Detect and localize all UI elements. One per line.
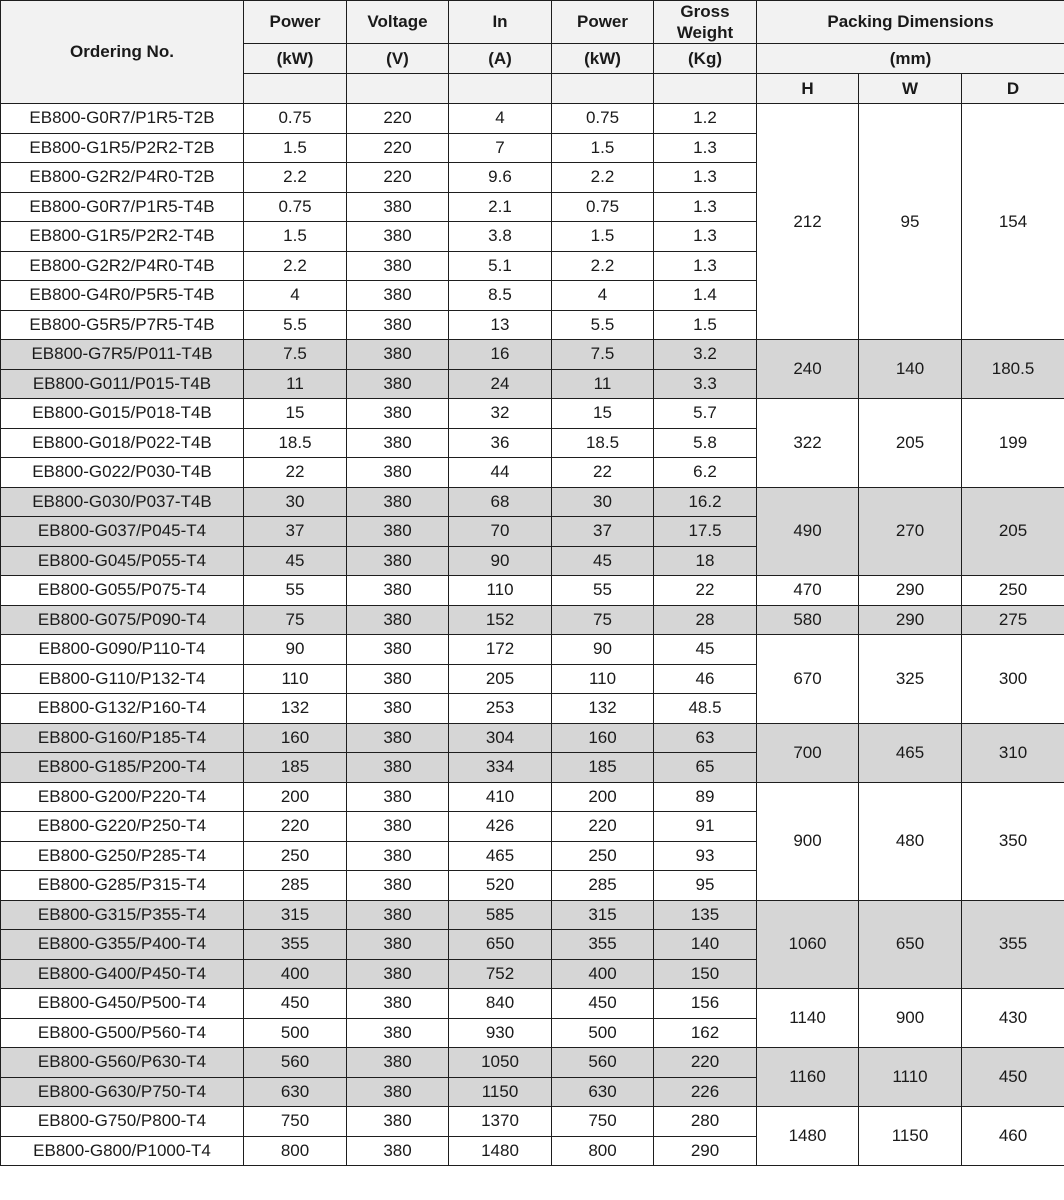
power-header: Power (244, 1, 347, 44)
voltage-cell: 380 (347, 399, 449, 429)
power-cell-2: 0.75 (552, 104, 654, 134)
voltage-unit: (V) (347, 44, 449, 74)
table-row (1, 340, 1064, 370)
ordering-no-cell: EB800-G200/P220-T4 (1, 782, 244, 812)
table-row (1, 782, 1064, 812)
current-cell: 840 (449, 989, 552, 1019)
power-cell: 7.5 (244, 340, 347, 370)
power-cell-2: 1.5 (552, 222, 654, 252)
ordering-no-cell: EB800-G075/P090-T4 (1, 605, 244, 635)
power-cell-2: 75 (552, 605, 654, 635)
ordering-no-cell: EB800-G185/P200-T4 (1, 753, 244, 783)
dim-h-cell: 212 (757, 104, 859, 340)
current-cell: 752 (449, 959, 552, 989)
voltage-cell: 380 (347, 487, 449, 517)
power-cell-2: 800 (552, 1136, 654, 1166)
power-cell: 4 (244, 281, 347, 311)
ordering-no-cell: EB800-G355/P400-T4 (1, 930, 244, 960)
power-cell-2: 45 (552, 546, 654, 576)
gross-weight-cell: 5.8 (654, 428, 757, 458)
dim-d-cell: 180.5 (962, 340, 1064, 399)
dim-d-cell: 154 (962, 104, 1064, 340)
table-body (1, 104, 1064, 1166)
power-cell-2: 5.5 (552, 310, 654, 340)
voltage-cell: 380 (347, 192, 449, 222)
power-cell-2: 4 (552, 281, 654, 311)
current-cell: 1050 (449, 1048, 552, 1078)
gross-weight-cell: 22 (654, 576, 757, 606)
ordering-no-cell: EB800-G022/P030-T4B (1, 458, 244, 488)
voltage-cell: 220 (347, 163, 449, 193)
gross-weight-cell: 46 (654, 664, 757, 694)
table-row (1, 605, 1064, 635)
gross-weight-cell: 17.5 (654, 517, 757, 547)
ordering-no-cell: EB800-G037/P045-T4 (1, 517, 244, 547)
ordering-no-cell: EB800-G030/P037-T4B (1, 487, 244, 517)
voltage-cell: 380 (347, 664, 449, 694)
power-cell: 560 (244, 1048, 347, 1078)
gross-weight-cell: 6.2 (654, 458, 757, 488)
dim-d-cell: 275 (962, 605, 1064, 635)
dim-w-cell: 290 (859, 576, 962, 606)
voltage-header: Voltage (347, 1, 449, 44)
current-cell: 32 (449, 399, 552, 429)
gross-weight-cell: 65 (654, 753, 757, 783)
gross-weight-cell: 135 (654, 900, 757, 930)
ordering-no-cell: EB800-G015/P018-T4B (1, 399, 244, 429)
voltage-cell: 380 (347, 222, 449, 252)
ordering-no-cell: EB800-G018/P022-T4B (1, 428, 244, 458)
gross-weight-cell: 95 (654, 871, 757, 901)
current-cell: 930 (449, 1018, 552, 1048)
voltage-cell: 380 (347, 900, 449, 930)
power-cell-2: 2.2 (552, 163, 654, 193)
current-cell: 410 (449, 782, 552, 812)
dim-w-cell: 325 (859, 635, 962, 724)
power-cell-2: 11 (552, 369, 654, 399)
ordering-no-cell: EB800-G0R7/P1R5-T4B (1, 192, 244, 222)
packing-unit: (mm) (757, 44, 1064, 74)
power-cell: 750 (244, 1107, 347, 1137)
ordering-no-cell: EB800-G160/P185-T4 (1, 723, 244, 753)
table-row (1, 576, 1064, 606)
power-cell-2: 450 (552, 989, 654, 1019)
dim-d-cell: 450 (962, 1048, 1064, 1107)
power-cell: 18.5 (244, 428, 347, 458)
voltage-cell: 380 (347, 281, 449, 311)
power-cell: 0.75 (244, 192, 347, 222)
power-cell: 220 (244, 812, 347, 842)
power-cell: 45 (244, 546, 347, 576)
voltage-cell: 380 (347, 251, 449, 281)
ordering-no-cell: EB800-G132/P160-T4 (1, 694, 244, 724)
current-cell: 465 (449, 841, 552, 871)
power-cell-2: 500 (552, 1018, 654, 1048)
ordering-no-cell: EB800-G400/P450-T4 (1, 959, 244, 989)
ordering-no-cell: EB800-G0R7/P1R5-T2B (1, 104, 244, 134)
dim-w-cell: 465 (859, 723, 962, 782)
power-cell: 37 (244, 517, 347, 547)
power-cell: 5.5 (244, 310, 347, 340)
power-cell-2: 22 (552, 458, 654, 488)
header-row-names (1, 1, 1064, 44)
table-row (1, 635, 1064, 665)
ordering-no-cell: EB800-G011/P015-T4B (1, 369, 244, 399)
voltage-cell: 380 (347, 841, 449, 871)
current-cell: 90 (449, 546, 552, 576)
voltage-cell: 380 (347, 1048, 449, 1078)
power-cell: 30 (244, 487, 347, 517)
gross-weight-cell: 3.3 (654, 369, 757, 399)
power-cell-2: 285 (552, 871, 654, 901)
gross-weight-cell: 220 (654, 1048, 757, 1078)
power-cell: 160 (244, 723, 347, 753)
power-cell-2: 160 (552, 723, 654, 753)
table-row (1, 487, 1064, 517)
dim-d-cell: 310 (962, 723, 1064, 782)
current-cell: 426 (449, 812, 552, 842)
current-cell: 9.6 (449, 163, 552, 193)
voltage-cell: 380 (347, 930, 449, 960)
ordering-no-cell: EB800-G4R0/P5R5-T4B (1, 281, 244, 311)
voltage-cell: 380 (347, 723, 449, 753)
ordering-no-cell: EB800-G055/P075-T4 (1, 576, 244, 606)
gross-weight-cell: 93 (654, 841, 757, 871)
power-cell-2: 90 (552, 635, 654, 665)
ordering-no-cell: EB800-G7R5/P011-T4B (1, 340, 244, 370)
voltage-cell: 380 (347, 871, 449, 901)
current-cell: 36 (449, 428, 552, 458)
gross-weight-cell: 140 (654, 930, 757, 960)
dim-w-header: W (859, 74, 962, 104)
voltage-cell: 220 (347, 104, 449, 134)
current-cell: 304 (449, 723, 552, 753)
table-row (1, 989, 1064, 1019)
current-cell: 24 (449, 369, 552, 399)
power-cell: 1.5 (244, 222, 347, 252)
dim-h-cell: 490 (757, 487, 859, 576)
gross-weight-cell: 1.3 (654, 163, 757, 193)
voltage-cell: 380 (347, 1136, 449, 1166)
power-cell: 90 (244, 635, 347, 665)
gross-weight-cell: 16.2 (654, 487, 757, 517)
dim-d-cell: 205 (962, 487, 1064, 576)
blank-header-cell (449, 74, 552, 104)
current-cell: 172 (449, 635, 552, 665)
table-row (1, 723, 1064, 753)
current-cell: 1480 (449, 1136, 552, 1166)
dim-w-cell: 95 (859, 104, 962, 340)
power-cell: 0.75 (244, 104, 347, 134)
power-cell: 132 (244, 694, 347, 724)
ordering-no-cell: EB800-G045/P055-T4 (1, 546, 244, 576)
gross-weight-cell: 162 (654, 1018, 757, 1048)
dim-h-cell: 1140 (757, 989, 859, 1048)
voltage-cell: 380 (347, 1077, 449, 1107)
dim-w-cell: 1150 (859, 1107, 962, 1166)
dim-h-cell: 580 (757, 605, 859, 635)
power-cell: 185 (244, 753, 347, 783)
gross-weight-cell: 280 (654, 1107, 757, 1137)
power-cell: 1.5 (244, 133, 347, 163)
gross-weight-cell: 5.7 (654, 399, 757, 429)
voltage-cell: 380 (347, 812, 449, 842)
current-cell: 13 (449, 310, 552, 340)
ordering-no-cell: EB800-G1R5/P2R2-T4B (1, 222, 244, 252)
table-row (1, 1048, 1064, 1078)
power-cell-2: 132 (552, 694, 654, 724)
voltage-cell: 380 (347, 369, 449, 399)
table-row (1, 104, 1064, 134)
current-cell: 152 (449, 605, 552, 635)
ordering-no-cell: EB800-G090/P110-T4 (1, 635, 244, 665)
power-cell-2: 1.5 (552, 133, 654, 163)
current-cell: 3.8 (449, 222, 552, 252)
power-cell: 800 (244, 1136, 347, 1166)
voltage-cell: 220 (347, 133, 449, 163)
ordering-no-cell: EB800-G5R5/P7R5-T4B (1, 310, 244, 340)
current-cell: 2.1 (449, 192, 552, 222)
gross-weight-cell: 150 (654, 959, 757, 989)
power-cell: 2.2 (244, 163, 347, 193)
voltage-cell: 380 (347, 546, 449, 576)
dim-h-cell: 1480 (757, 1107, 859, 1166)
dim-w-cell: 480 (859, 782, 962, 900)
ordering-no-cell: EB800-G220/P250-T4 (1, 812, 244, 842)
gross-weight-cell: 1.3 (654, 251, 757, 281)
power-cell-2: 7.5 (552, 340, 654, 370)
current-cell: 520 (449, 871, 552, 901)
gross-weight-cell: 48.5 (654, 694, 757, 724)
current-cell: 44 (449, 458, 552, 488)
blank-header-cell (244, 74, 347, 104)
dim-d-cell: 250 (962, 576, 1064, 606)
power-cell-2: 0.75 (552, 192, 654, 222)
power-cell-2: 315 (552, 900, 654, 930)
gross-weight-cell: 1.4 (654, 281, 757, 311)
current-cell: 8.5 (449, 281, 552, 311)
current-cell: 650 (449, 930, 552, 960)
voltage-cell: 380 (347, 428, 449, 458)
voltage-cell: 380 (347, 1018, 449, 1048)
power-cell-2: 55 (552, 576, 654, 606)
power-cell: 400 (244, 959, 347, 989)
dim-w-cell: 900 (859, 989, 962, 1048)
gross-weight-cell: 290 (654, 1136, 757, 1166)
dim-d-header: D (962, 74, 1064, 104)
dim-h-cell: 900 (757, 782, 859, 900)
blank-header-cell (654, 74, 757, 104)
power-unit-2: (kW) (552, 44, 654, 74)
power-cell: 55 (244, 576, 347, 606)
power-cell: 355 (244, 930, 347, 960)
power-cell-2: 560 (552, 1048, 654, 1078)
voltage-cell: 380 (347, 989, 449, 1019)
table-row (1, 399, 1064, 429)
ordering-no-cell: EB800-G630/P750-T4 (1, 1077, 244, 1107)
ordering-no-cell: EB800-G560/P630-T4 (1, 1048, 244, 1078)
table-row (1, 1107, 1064, 1137)
power-cell-2: 355 (552, 930, 654, 960)
current-cell: 1370 (449, 1107, 552, 1137)
gross-weight-cell: 45 (654, 635, 757, 665)
gross-weight-cell: 226 (654, 1077, 757, 1107)
gross-weight-cell: 1.2 (654, 104, 757, 134)
voltage-cell: 380 (347, 310, 449, 340)
dim-h-cell: 240 (757, 340, 859, 399)
gross-weight-cell: 156 (654, 989, 757, 1019)
power-cell-2: 630 (552, 1077, 654, 1107)
dim-h-cell: 1160 (757, 1048, 859, 1107)
voltage-cell: 380 (347, 517, 449, 547)
power-unit: (kW) (244, 44, 347, 74)
power-cell: 200 (244, 782, 347, 812)
ordering-no-cell: EB800-G1R5/P2R2-T2B (1, 133, 244, 163)
power-cell-2: 185 (552, 753, 654, 783)
power-cell-2: 2.2 (552, 251, 654, 281)
voltage-cell: 380 (347, 635, 449, 665)
power-cell: 500 (244, 1018, 347, 1048)
power-cell: 630 (244, 1077, 347, 1107)
power-cell: 110 (244, 664, 347, 694)
table-header (1, 1, 1064, 104)
power-cell-2: 750 (552, 1107, 654, 1137)
dim-d-cell: 430 (962, 989, 1064, 1048)
power-cell: 15 (244, 399, 347, 429)
dim-w-cell: 140 (859, 340, 962, 399)
ordering-no-cell: EB800-G285/P315-T4 (1, 871, 244, 901)
current-cell: 4 (449, 104, 552, 134)
ordering-no-cell: EB800-G315/P355-T4 (1, 900, 244, 930)
current-cell: 110 (449, 576, 552, 606)
ordering-no-cell: EB800-G2R2/P4R0-T4B (1, 251, 244, 281)
power-cell-2: 18.5 (552, 428, 654, 458)
voltage-cell: 380 (347, 576, 449, 606)
power-cell-2: 220 (552, 812, 654, 842)
dim-w-cell: 205 (859, 399, 962, 488)
power-cell-2: 400 (552, 959, 654, 989)
dim-d-cell: 199 (962, 399, 1064, 488)
power-header-2: Power (552, 1, 654, 44)
gross-weight-cell: 91 (654, 812, 757, 842)
current-cell: 7 (449, 133, 552, 163)
power-cell: 450 (244, 989, 347, 1019)
dim-w-cell: 290 (859, 605, 962, 635)
dim-d-cell: 300 (962, 635, 1064, 724)
gross-weight-cell: 63 (654, 723, 757, 753)
dim-d-cell: 350 (962, 782, 1064, 900)
current-cell: 5.1 (449, 251, 552, 281)
gross-weight-cell: 28 (654, 605, 757, 635)
ordering-no-cell: EB800-G250/P285-T4 (1, 841, 244, 871)
voltage-cell: 380 (347, 1107, 449, 1137)
dim-w-cell: 650 (859, 900, 962, 989)
gross-weight-header: Gross Weight (654, 1, 757, 44)
dim-w-cell: 1110 (859, 1048, 962, 1107)
current-cell: 205 (449, 664, 552, 694)
current-cell: 334 (449, 753, 552, 783)
power-cell: 315 (244, 900, 347, 930)
voltage-cell: 380 (347, 340, 449, 370)
power-cell-2: 37 (552, 517, 654, 547)
power-cell: 250 (244, 841, 347, 871)
gross-weight-cell: 1.3 (654, 133, 757, 163)
dim-h-cell: 322 (757, 399, 859, 488)
dim-h-cell: 470 (757, 576, 859, 606)
ordering-no-header: Ordering No. (1, 1, 244, 104)
blank-header-cell (552, 74, 654, 104)
voltage-cell: 380 (347, 605, 449, 635)
power-cell-2: 15 (552, 399, 654, 429)
current-unit: (A) (449, 44, 552, 74)
current-cell: 16 (449, 340, 552, 370)
power-cell: 75 (244, 605, 347, 635)
dim-h-cell: 1060 (757, 900, 859, 989)
gross-weight-cell: 1.5 (654, 310, 757, 340)
gross-weight-cell: 3.2 (654, 340, 757, 370)
ordering-no-cell: EB800-G500/P560-T4 (1, 1018, 244, 1048)
voltage-cell: 380 (347, 753, 449, 783)
blank-header-cell (347, 74, 449, 104)
ordering-no-cell: EB800-G450/P500-T4 (1, 989, 244, 1019)
dim-h-cell: 670 (757, 635, 859, 724)
current-cell: 1150 (449, 1077, 552, 1107)
power-cell-2: 200 (552, 782, 654, 812)
gross-weight-cell: 18 (654, 546, 757, 576)
table-row (1, 900, 1064, 930)
dim-h-cell: 700 (757, 723, 859, 782)
gross-weight-cell: 1.3 (654, 192, 757, 222)
dim-h-header: H (757, 74, 859, 104)
gross-weight-cell: 1.3 (654, 222, 757, 252)
power-cell: 22 (244, 458, 347, 488)
dim-d-cell: 460 (962, 1107, 1064, 1166)
gross-weight-unit: (Kg) (654, 44, 757, 74)
gross-weight-cell: 89 (654, 782, 757, 812)
current-cell: 70 (449, 517, 552, 547)
power-cell: 2.2 (244, 251, 347, 281)
voltage-cell: 380 (347, 694, 449, 724)
power-cell-2: 30 (552, 487, 654, 517)
voltage-cell: 380 (347, 458, 449, 488)
power-cell: 11 (244, 369, 347, 399)
voltage-cell: 380 (347, 782, 449, 812)
current-cell: 585 (449, 900, 552, 930)
dim-w-cell: 270 (859, 487, 962, 576)
current-cell: 253 (449, 694, 552, 724)
voltage-cell: 380 (347, 959, 449, 989)
ordering-no-cell: EB800-G750/P800-T4 (1, 1107, 244, 1137)
current-header: In (449, 1, 552, 44)
current-cell: 68 (449, 487, 552, 517)
ordering-no-cell: EB800-G800/P1000-T4 (1, 1136, 244, 1166)
packing-dimensions-header: Packing Dimensions (757, 1, 1064, 44)
power-cell: 285 (244, 871, 347, 901)
power-cell-2: 110 (552, 664, 654, 694)
dim-d-cell: 355 (962, 900, 1064, 989)
power-cell-2: 250 (552, 841, 654, 871)
ordering-no-cell: EB800-G110/P132-T4 (1, 664, 244, 694)
ordering-no-cell: EB800-G2R2/P4R0-T2B (1, 163, 244, 193)
